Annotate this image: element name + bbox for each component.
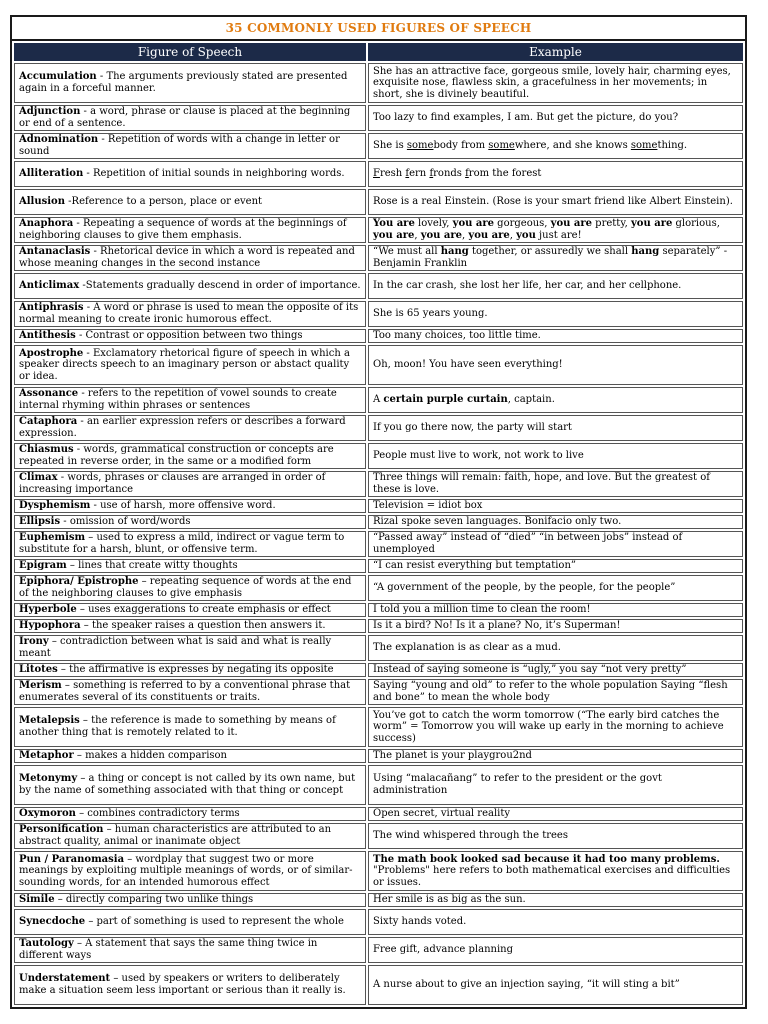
table-row (14, 635, 743, 661)
figure-cell (14, 515, 366, 529)
example-text: I told you a million time to clean the room! (373, 604, 591, 616)
example-text: body from (433, 140, 489, 152)
example-cell (368, 161, 743, 187)
table-row (14, 679, 743, 705)
example-text: “A government of the people, by the people, for the people” (373, 582, 676, 594)
example-column-header: Example (368, 43, 743, 61)
table-row (14, 851, 743, 891)
example-cell (368, 679, 743, 705)
table-row (14, 329, 743, 343)
figure-term: Euphemism (19, 532, 86, 544)
example-cell (368, 893, 743, 907)
example-cell (368, 217, 743, 243)
figure-term: Adnomination (19, 134, 99, 146)
table-row (14, 603, 743, 617)
figure-term: Tautology (19, 938, 74, 950)
example-cell (368, 63, 743, 103)
example-cell (368, 807, 743, 821)
figure-term: Litotes (19, 664, 58, 676)
table-body (14, 63, 743, 1005)
figure-definition: - Rhetorical device in which a word is repeated and whose meaning changes in the second instance (19, 246, 355, 269)
table-row (14, 273, 743, 299)
table-row (14, 245, 743, 271)
table-row (14, 443, 743, 469)
figure-definition: – uses exaggerations to create emphasis or effect (76, 604, 331, 616)
example-text: If you go there now, the party will start (373, 422, 572, 434)
figure-term: Hyperbole (19, 604, 77, 616)
figure-definition: – wordplay that suggest two or more meanings by exploiting multiple meanings of words, or of similar-sounding words, for an intended humorous effect (19, 853, 353, 888)
example-text: Instead of saying someone is “ugly,” you say “not very pretty” (373, 664, 687, 676)
example-cell (368, 909, 743, 935)
figure-term: Assonance (19, 388, 79, 400)
table-header-row (14, 43, 743, 61)
table-row (14, 63, 743, 103)
figure-cell (14, 301, 366, 327)
example-text: Saying “young and old” to refer to the whole population Saying “flesh and bone” to mean the whole body (373, 680, 728, 703)
example-text: Her smile is as big as the sun. (373, 894, 526, 906)
figure-cell (14, 105, 366, 131)
figures-of-speech-sheet (10, 15, 747, 1009)
figures-table (12, 41, 745, 1007)
figure-cell (14, 443, 366, 469)
example-text: F (373, 168, 380, 180)
figure-term: Oxymoron (19, 808, 76, 820)
example-cell (368, 515, 743, 529)
figure-term: Understatement (19, 973, 111, 985)
table-row (14, 499, 743, 513)
figure-cell (14, 345, 366, 385)
table-row (14, 387, 743, 413)
example-text: some (406, 140, 434, 152)
example-cell (368, 851, 743, 891)
example-text: hang (631, 246, 660, 258)
figure-cell (14, 499, 366, 513)
table-row (14, 105, 743, 131)
figure-term: Hypophora (19, 620, 81, 632)
example-text: People must live to work, not work to live (373, 450, 584, 462)
example-text: together, or assuredly we shall (468, 246, 632, 258)
example-text: glorious, (672, 218, 720, 230)
figure-term: Irony (19, 636, 49, 648)
example-cell (368, 273, 743, 299)
example-text: lovely, (414, 218, 453, 230)
example-cell (368, 189, 743, 215)
example-cell (368, 937, 743, 963)
table-row (14, 161, 743, 187)
figure-definition: - A word or phrase is used to mean the opposite of its normal meaning to create ironic humorous effect. (19, 302, 359, 325)
example-text: The planet is your playgrou2nd (373, 750, 532, 762)
example-cell (368, 749, 743, 763)
figure-definition: – makes a hidden comparison (73, 750, 227, 762)
figure-term: Personification (19, 824, 104, 836)
figure-cell (14, 893, 366, 907)
figure-definition: – lines that create witty thoughts (66, 560, 238, 572)
table-row (14, 217, 743, 243)
figure-term: Epiphora/ Epistrophe (19, 576, 139, 588)
figure-term: Antithesis (19, 330, 76, 342)
table-row (14, 559, 743, 573)
figure-cell (14, 603, 366, 617)
figure-definition: – directly comparing two unlike things (54, 894, 254, 906)
figure-cell (14, 329, 366, 343)
figure-cell (14, 387, 366, 413)
example-text: pretty, (592, 218, 631, 230)
example-text: , (462, 230, 469, 241)
example-text: resh (379, 168, 406, 180)
example-text: She is 65 years young. (373, 308, 488, 320)
figure-cell (14, 909, 366, 935)
example-cell (368, 765, 743, 805)
figure-cell (14, 415, 366, 441)
example-cell (368, 387, 743, 413)
figure-term: Accumulation (19, 71, 97, 83)
example-cell (368, 415, 743, 441)
figure-definition: -Statements gradually descend in order of importance. (79, 280, 361, 292)
figure-cell (14, 765, 366, 805)
figure-definition: – part of something is used to represent the whole (85, 916, 344, 928)
figure-cell (14, 635, 366, 661)
example-text: ronds (433, 168, 466, 180)
example-cell (368, 329, 743, 343)
figure-column-header: Figure of Speech (14, 43, 366, 61)
example-cell (368, 663, 743, 677)
example-text: Rose is a real Einstein. (Rose is your smart friend like Albert Einstein). (373, 196, 733, 208)
example-text: The math book looked sad because it had too many problems. (373, 853, 720, 865)
example-text: You’ve got to catch the worm tomorrow (“The early bird catches the worm” = Tomorrow you will wake up early in the morning to achieve success) (373, 709, 724, 744)
example-cell (368, 245, 743, 271)
example-text: The explanation is as clear as a mud. (373, 642, 561, 654)
figure-cell (14, 273, 366, 299)
figure-cell (14, 575, 366, 601)
figure-cell (14, 679, 366, 705)
figure-term: Epigram (19, 560, 67, 572)
table-row (14, 133, 743, 159)
figure-definition: - refers to the repetition of vowel sounds to create internal rhyming within phrases or sentences (19, 388, 337, 411)
example-text: A nurse about to give an injection saying, “it will sting a bit” (373, 979, 680, 991)
example-text: just are! (535, 230, 582, 241)
figure-definition: - use of harsh, more offensive word. (90, 500, 276, 512)
example-text: , captain. (507, 394, 555, 406)
example-text: some (630, 140, 658, 152)
example-cell (368, 575, 743, 601)
table-row (14, 807, 743, 821)
figure-term: Merism (19, 680, 62, 692)
figure-definition: – human characteristics are attributed to an abstract quality, animal or inanimate object (19, 824, 332, 847)
example-text: Too lazy to find examples, I am. But get the picture, do you? (373, 112, 679, 124)
figure-definition: – something is referred to by a conventional phrase that enumerates several of its constituents or traits. (19, 680, 351, 703)
figure-cell (14, 937, 366, 963)
example-cell (368, 443, 743, 469)
figure-term: Anticlimax (19, 280, 80, 292)
example-text: “Passed away” instead of “died” “in between jobs” instead of unemployed (373, 532, 683, 555)
example-text: Oh, moon! You have seen everything! (373, 359, 563, 371)
example-text: , (509, 230, 517, 241)
figure-cell (14, 63, 366, 103)
figure-cell (14, 471, 366, 497)
table-row (14, 189, 743, 215)
example-text: you are (468, 230, 510, 241)
example-cell (368, 471, 743, 497)
figure-term: Dysphemism (19, 500, 91, 512)
example-cell (368, 531, 743, 557)
example-text: You are (373, 218, 415, 230)
table-row (14, 765, 743, 805)
example-text: Using “malacañang” to refer to the president or the govt administration (373, 773, 662, 796)
figure-term: Metaphor (19, 750, 74, 762)
example-cell (368, 499, 743, 513)
example-text: Sixty hands voted. (373, 916, 467, 928)
table-row (14, 937, 743, 963)
table-row (14, 471, 743, 497)
figure-cell (14, 245, 366, 271)
figure-definition: – used by speakers or writers to deliberately make a situation seem less important or serious than it really is. (19, 973, 346, 996)
figure-definition: - The arguments previously stated are presented again in a forceful manner. (19, 71, 348, 94)
example-cell (368, 345, 743, 385)
figure-definition: – a thing or concept is not called by its own name, but by the name of something associated with that thing or concept (19, 773, 356, 796)
example-text: you are (420, 230, 463, 241)
example-text: ern (409, 168, 430, 180)
figure-definition: - Repetition of words with a change in letter or sound (19, 134, 340, 157)
figure-cell (14, 531, 366, 557)
example-text: f (405, 168, 410, 180)
table-row (14, 301, 743, 327)
example-text: you are (373, 230, 415, 241)
example-text: thing. (657, 140, 688, 152)
figure-definition: - words, phrases or clauses are arranged in order of increasing importance (19, 472, 326, 495)
example-text: gorgeous, (494, 218, 551, 230)
example-text: Rizal spoke seven languages. Bonifacio only two. (373, 516, 622, 528)
table-row (14, 575, 743, 601)
figure-definition: - Repetition of initial sounds in neighboring words. (83, 168, 345, 180)
figure-term: Apostrophe (19, 347, 84, 359)
document-title: 35 COMMONLY USED FIGURES OF SPEECH (12, 17, 745, 41)
example-cell (368, 133, 743, 159)
table-row (14, 707, 743, 747)
figure-definition: – the affirmative is expresses by negating its opposite (57, 664, 334, 676)
table-row (14, 619, 743, 633)
table-row (14, 965, 743, 1005)
figure-cell (14, 559, 366, 573)
figure-term: Simile (19, 894, 55, 906)
example-text: Is it a bird? No! Is it a plane? No, it’s Superman! (373, 620, 621, 632)
figure-cell (14, 133, 366, 159)
figure-term: Antanaclasis (19, 246, 91, 258)
table-row (14, 749, 743, 763)
figure-cell (14, 965, 366, 1005)
figure-definition: – A statement that says the same thing twice in different ways (19, 938, 318, 961)
figure-cell (14, 217, 366, 243)
figure-definition: - a word, phrase or clause is placed at the beginning or end of a sentence. (19, 106, 351, 129)
figure-definition: – contradiction between what is said and what is really meant (19, 636, 332, 659)
example-text: you are (452, 218, 494, 230)
figure-definition: - Repeating a sequence of words at the beginnings of neighboring clauses to give them emphasis. (19, 218, 347, 241)
example-cell (368, 301, 743, 327)
figure-term: Pun / Paranomasia (19, 853, 125, 865)
example-cell (368, 635, 743, 661)
figure-cell (14, 749, 366, 763)
example-cell (368, 603, 743, 617)
example-text: where, and she knows (514, 140, 631, 152)
figure-definition: – the speaker raises a question then answers it. (80, 620, 326, 632)
figure-term: Anaphora (19, 218, 74, 230)
figure-term: Antiphrasis (19, 302, 84, 314)
figure-definition: – used to express a mild, indirect or vague term to substitute for a harsh, blunt, or offensive term. (19, 532, 345, 555)
example-text: Free gift, advance planning (373, 944, 514, 956)
example-text: Too many choices, too little time. (373, 330, 541, 342)
figure-term: Allusion (19, 196, 65, 208)
example-cell (368, 105, 743, 131)
example-text: A (373, 394, 384, 406)
example-cell (368, 559, 743, 573)
figure-term: Metonymy (19, 773, 78, 785)
table-row (14, 415, 743, 441)
example-text: rom the forest (468, 168, 542, 180)
example-text: Television = idiot box (373, 500, 483, 512)
example-text: you (516, 230, 536, 241)
example-text: you are (550, 218, 592, 230)
example-text: Open secret, virtual reality (373, 808, 511, 820)
example-cell (368, 965, 743, 1005)
example-text: The wind whispered through the trees (373, 830, 568, 842)
figure-cell (14, 663, 366, 677)
table-row (14, 531, 743, 557)
figure-term: Climax (19, 472, 58, 484)
figure-definition: - words, grammatical construction or concepts are repeated in reverse order, in the same or a modified form (19, 444, 334, 467)
figure-definition: - Contrast or opposition between two things (75, 330, 303, 342)
example-text: certain purple curtain (383, 394, 508, 406)
figure-definition: – combines contradictory terms (75, 808, 240, 820)
figure-term: Cataphora (19, 416, 78, 428)
example-text: “I can resist everything but temptation” (373, 560, 577, 572)
figure-cell (14, 707, 366, 747)
example-text: “We must all (373, 246, 441, 258)
example-text: She has an attractive face, gorgeous smile, lovely hair, charming eyes, exquisite nose, flawless skin, a gracefulness in her movements; in short, she is divinely beautiful. (373, 65, 731, 100)
figure-definition: – the reference is made to something by means of another thing that is remotely related to it. (19, 715, 336, 738)
example-text: some (488, 140, 515, 152)
example-text: separately” -Benjamin Franklin (373, 246, 728, 269)
example-text: f (465, 168, 469, 180)
table-row (14, 515, 743, 529)
example-cell (368, 619, 743, 633)
figure-term: Synecdoche (19, 916, 86, 928)
figure-cell (14, 161, 366, 187)
example-text: She is (373, 140, 407, 152)
figure-term: Adjunction (19, 106, 81, 118)
example-text: f (429, 168, 434, 180)
figure-definition: - omission of word/words (60, 516, 191, 528)
figure-cell (14, 189, 366, 215)
figure-definition: -Reference to a person, place or event (65, 196, 263, 208)
figure-term: Ellipsis (19, 516, 61, 528)
figure-term: Alliteration (19, 168, 84, 180)
table-row (14, 893, 743, 907)
table-row (14, 345, 743, 385)
figure-definition: - Exclamatory rhetorical figure of speech in which a speaker directs speech to an imaginary person or abstact quality or idea. (19, 347, 350, 382)
example-cell (368, 823, 743, 849)
example-cell (368, 707, 743, 747)
example-text: hang (440, 246, 469, 258)
example-text: you are (631, 218, 673, 230)
figure-cell (14, 823, 366, 849)
table-row (14, 909, 743, 935)
figure-definition: – repeating sequence of words at the end of the neighboring clauses to give emphasis (19, 576, 352, 599)
example-text: "Problems" here refers to both mathematical exercises and difficulties or issues. (373, 865, 731, 888)
figure-term: Chiasmus (19, 444, 74, 456)
figure-definition: - an earlier expression refers or describes a forward expression. (19, 416, 346, 439)
example-text: , (414, 230, 421, 241)
table-row (14, 823, 743, 849)
table-row (14, 663, 743, 677)
example-text: Three things will remain: faith, hope, and love. But the greatest of these is love. (373, 472, 710, 495)
example-text: In the car crash, she lost her life, her car, and her cellphone. (373, 280, 682, 292)
figure-term: Metalepsis (19, 715, 80, 727)
figure-cell (14, 619, 366, 633)
figure-cell (14, 807, 366, 821)
figure-cell (14, 851, 366, 891)
